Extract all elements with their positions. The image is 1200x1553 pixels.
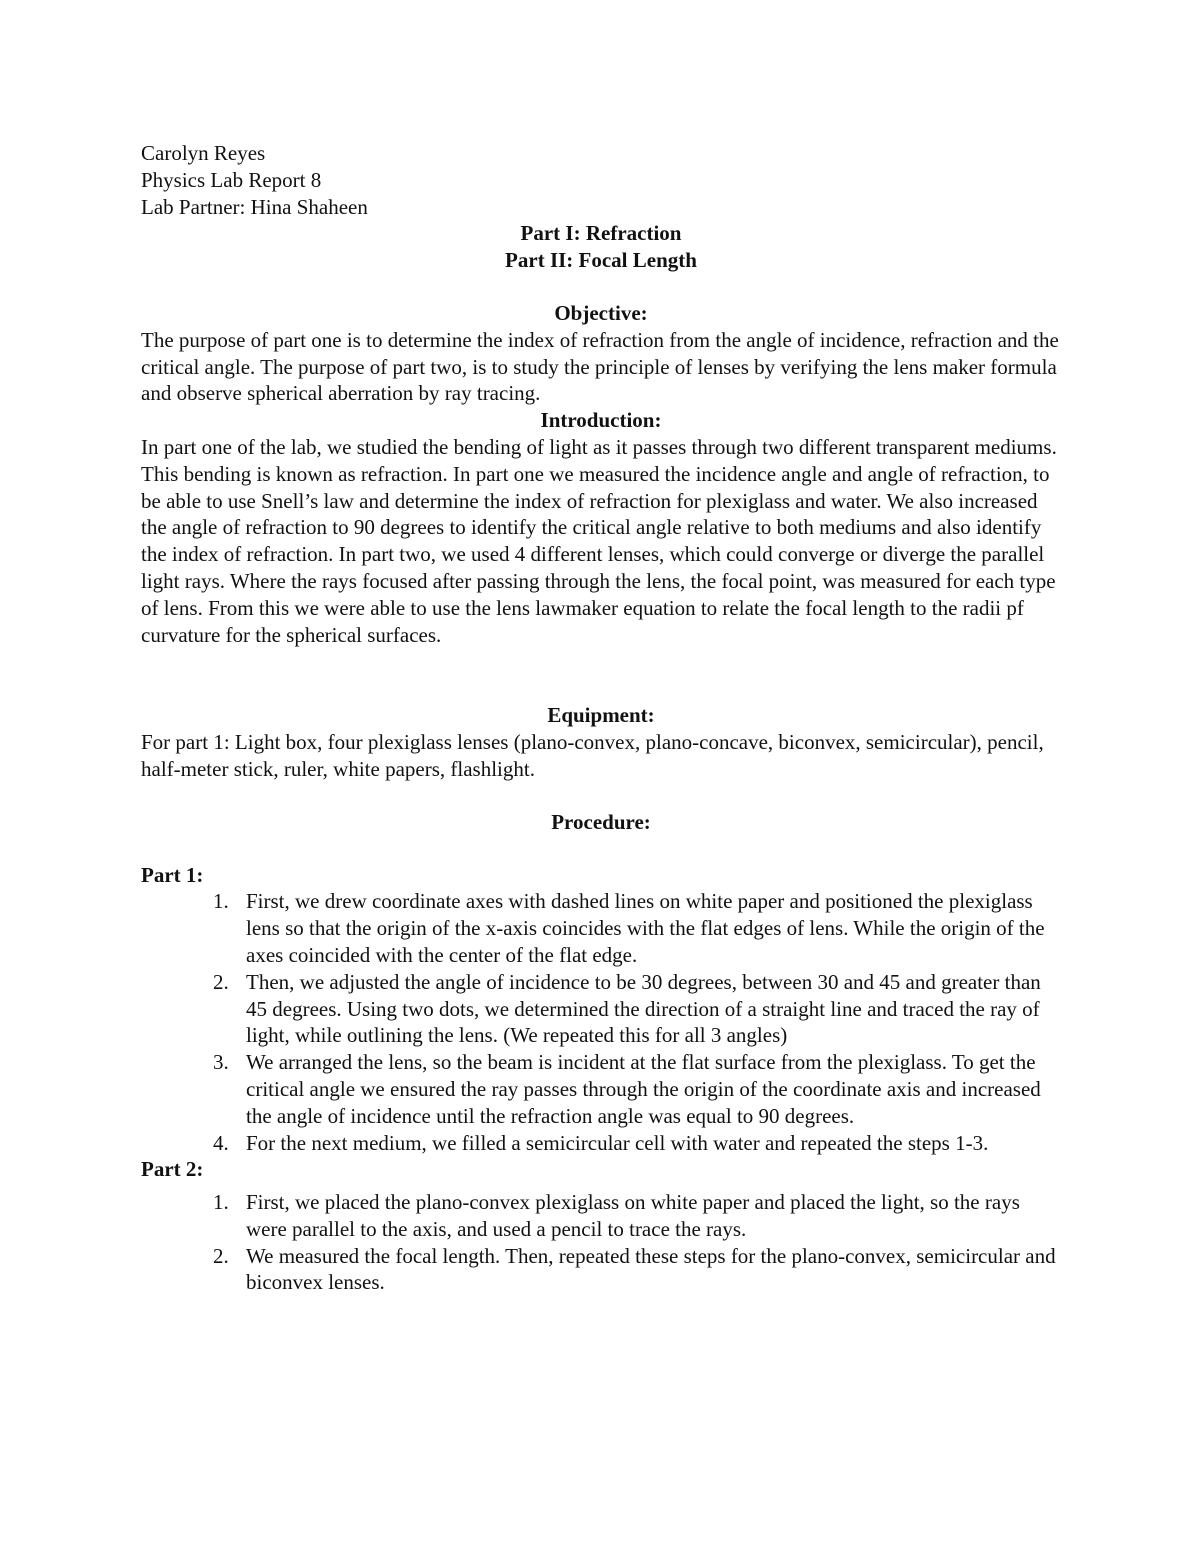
step-text: First, we placed the plano-convex plexiglass on white paper and placed the light, so the rays were parallel to the axis, and used a pencil to trace the rays. [246,1190,1020,1241]
procedure-part1-label: Part 1: [141,862,204,887]
step-text: First, we drew coordinate axes with dashed lines on white paper and positioned the plexiglass lens so that the origin of the x-axis coincides with the flat edges of lens. While the origin of the axes coincided with the center of the flat edge. [246,889,1045,967]
equipment-heading: Equipment: [547,703,655,728]
step-number: 2. [213,969,229,994]
step-number: 1. [213,1190,229,1215]
step-text: We arranged the lens, so the beam is incident at the flat surface from the plexiglass. To get the critical angle we ensured the ray passes through the origin of the coordinate axis and increased the angle of incidence until the refraction angle was equal to 90 degrees. [246,1050,1041,1128]
spacer [141,836,1061,862]
step-number: 1. [213,889,229,914]
procedure-part1-list [141,888,1061,1156]
list-item [141,888,1061,968]
objective-text: The purpose of part one is to determine the index of refraction from the angle of incidence, refraction and the critical angle. The purpose of part two, is to study the principle of lenses by verifying the lens maker formula and observe spherical aberration by ray tracing. [141,327,1059,406]
spacer [141,783,1061,809]
step-number: 3. [213,1050,229,1075]
procedure-part2-list [141,1189,1061,1296]
objective-heading: Objective: [554,300,648,325]
equipment-text: For part 1: Light box, four plexiglass lenses (plano-convex, plano-concave, biconvex, semicircular), pencil, half-meter stick, ruler, white papers, flashlight. [141,730,1044,781]
spacer [141,274,1061,300]
document-page [141,140,1061,1296]
step-number: 4. [213,1130,229,1155]
step-text: Then, we adjusted the angle of incidence to be 30 degrees, between 30 and 45 and greater than 45 degrees. Using two dots, we determined the direction of a straight line and traced the ray of light, while outlining the lens. (We repeated this for all 3 angles) [246,969,1041,1048]
step-text: For the next medium, we filled a semicircular cell with water and repeated the steps 1-3. [246,1130,989,1155]
list-item [141,969,1061,1049]
spacer [141,648,1061,702]
author-name: Carolyn Reyes [141,141,266,165]
list-item [141,1130,1061,1157]
introduction-text: In part one of the lab, we studied the bending of light as it passes through two different transparent mediums. This bending is known as refraction. In part one we measured the incidence angle and angle of refraction, to be able to use Snell’s law and determine the index of refraction for plexiglass and water. We also increased the angle of refraction to 90 degrees to identify the critical angle relative to both mediums and also identify the index of refraction. In part two, we used 4 different lenses, which could converge or diverge the parallel light rays. Where the rays focused after passing through the lens, the focal point, was measured for each type of lens. From this we were able to use the lens lawmaker equation to relate the focal length to the radii pf curvature for the spherical surfaces. [141,434,1057,647]
part2-title: Part II: Focal Length [505,248,697,273]
part1-title: Part I: Refraction [520,221,682,246]
lab-partner: Lab Partner: Hina Shaheen [141,194,368,219]
report-title: Physics Lab Report 8 [141,167,322,192]
step-text: We measured the focal length. Then, repeated these steps for the plano-convex, semicircular and biconvex lenses. [246,1243,1056,1295]
procedure-part2-label: Part 2: [141,1157,204,1182]
list-item [141,1243,1061,1297]
list-item [141,1049,1061,1129]
list-item [141,1189,1061,1243]
introduction-heading: Introduction: [540,408,662,433]
step-number: 2. [213,1243,229,1268]
procedure-heading: Procedure: [551,809,651,834]
